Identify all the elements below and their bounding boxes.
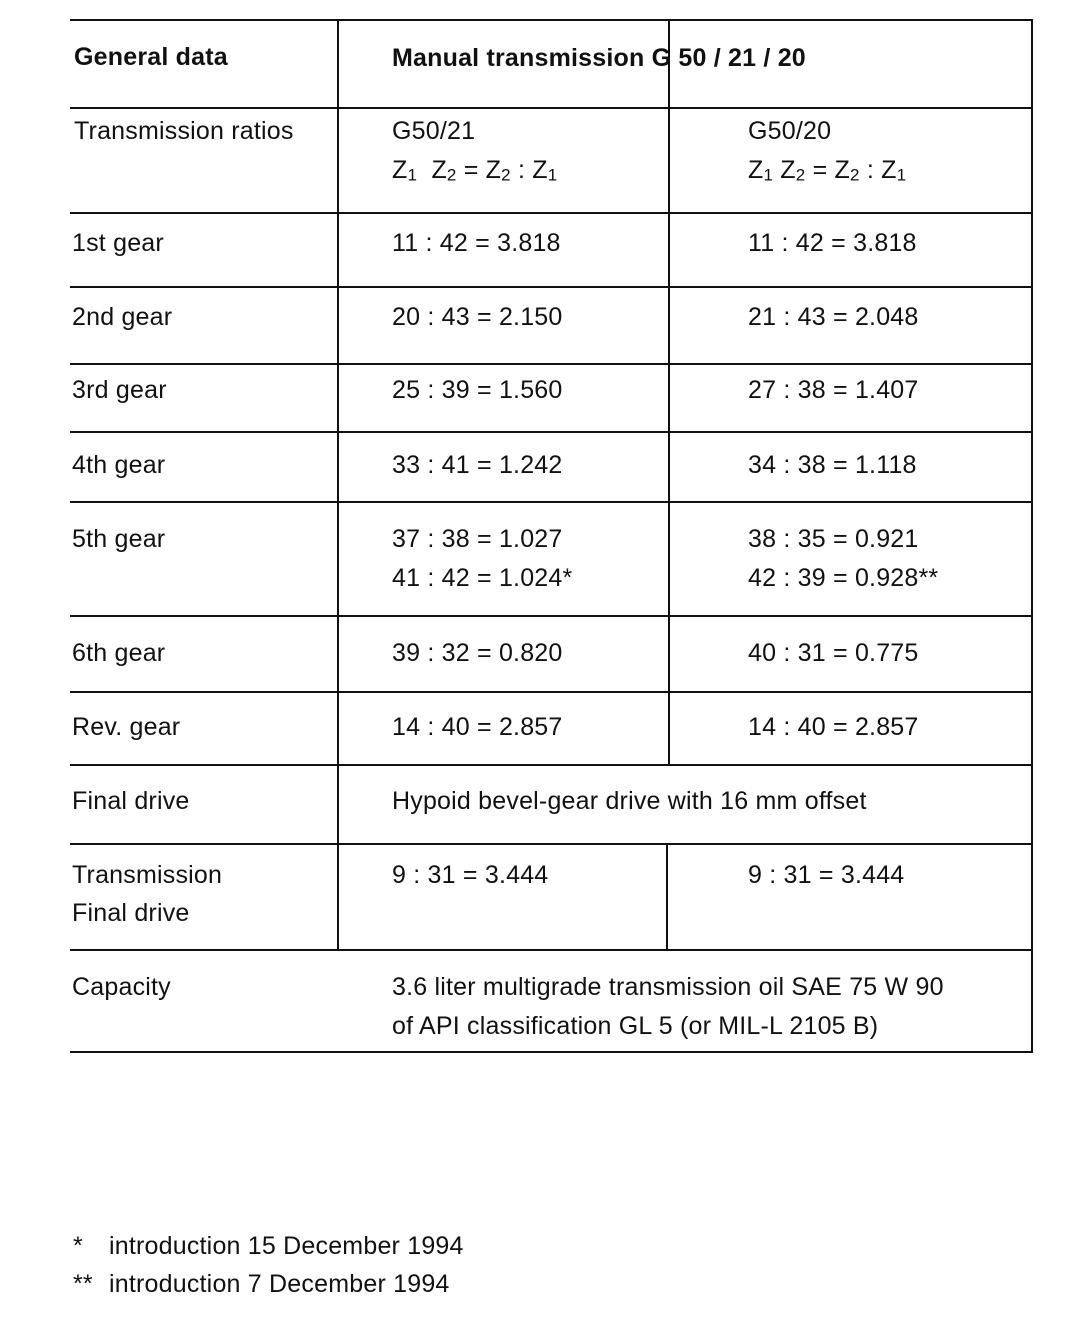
row-label-capacity: Capacity: [72, 973, 171, 1001]
gear-label: 6th gear: [72, 639, 166, 667]
row-label-transmission: Transmission: [72, 861, 223, 889]
rule-bottom: [70, 1051, 1033, 1053]
gear-value-g50-21: 33 : 41 = 1.242: [392, 451, 563, 479]
gear-label: 3rd gear: [72, 376, 167, 404]
rule-col1: [337, 19, 339, 951]
rule-col2-upper: [668, 19, 670, 766]
gear-label: 4th gear: [72, 451, 166, 479]
footnote-1-text: introduction 15 December 1994: [109, 1232, 464, 1260]
model-b-formula: $Z_1$ $Z_2 = Z_2$ : $Z_1$: [748, 156, 907, 185]
header-transmission-title: Manual transmission G 50 / 21 / 20: [392, 44, 806, 72]
gear-value-g50-20-alt: 42 : 39 = 0.928**: [748, 564, 939, 592]
gear-value-g50-21: 14 : 40 = 2.857: [392, 713, 563, 741]
gear-value-g50-20: 14 : 40 = 2.857: [748, 713, 919, 741]
row-label-transmission-ratios: Transmission ratios: [74, 117, 294, 145]
gear-value-g50-21: 11 : 42 = 3.818: [392, 229, 561, 257]
footnote-2-text: introduction 7 December 1994: [109, 1270, 450, 1298]
rule-gear5-bottom: [70, 615, 1033, 617]
final-drive-description: Hypoid bevel-gear drive with 16 mm offset: [392, 787, 867, 815]
gear-label: 1st gear: [72, 229, 164, 257]
rule-trans-final-bottom: [70, 949, 1033, 951]
rule-col2-lower: [666, 843, 668, 951]
rule-gear4-bottom: [70, 501, 1033, 503]
rule-gear1-bottom: [70, 286, 1033, 288]
final-drive-ratio-g50-21: 9 : 31 = 3.444: [392, 861, 549, 889]
gear-label: 5th gear: [72, 525, 166, 553]
rule-gear2-bottom: [70, 363, 1033, 365]
rule-final-drive-bottom: [70, 843, 1033, 845]
model-a-formula: $Z_1$ $Z_2 = Z_2$ : $Z_1$: [392, 156, 558, 185]
row-label-final-drive: Final drive: [72, 787, 190, 815]
gear-label: 2nd gear: [72, 303, 173, 331]
footnote-2: [73, 1269, 450, 1299]
rule-right: [1031, 19, 1033, 1053]
gear-value-g50-21: 25 : 39 = 1.560: [392, 376, 563, 404]
gear-value-g50-20: 40 : 31 = 0.775: [748, 639, 919, 667]
rule-ratios-bottom: [70, 212, 1033, 214]
capacity-line-1: 3.6 liter multigrade transmission oil SAE 75 W 90: [392, 973, 944, 1001]
gear-value-g50-20: 11 : 42 = 3.818: [748, 229, 917, 257]
footnote-1: [73, 1231, 464, 1261]
model-b-name: G50/20: [748, 117, 832, 145]
gear-value-g50-21: 37 : 38 = 1.027: [392, 525, 563, 553]
gear-value-g50-20: 21 : 43 = 2.048: [748, 303, 919, 331]
gear-label: Rev. gear: [72, 713, 181, 741]
footnote-1-mark: *: [73, 1232, 83, 1260]
capacity-line-2: of API classification GL 5 (or MIL-L 2105 B): [392, 1012, 879, 1040]
gear-value-g50-21: 39 : 32 = 0.820: [392, 639, 563, 667]
model-a-name: G50/21: [392, 117, 476, 145]
rule-gear3-bottom: [70, 431, 1033, 433]
rule-top: [70, 19, 1033, 21]
rule-gear6-bottom: [70, 691, 1033, 693]
header-general-data: General data: [74, 43, 228, 71]
gear-value-g50-20: 27 : 38 = 1.407: [748, 376, 919, 404]
gear-value-g50-21-alt: 41 : 42 = 1.024*: [392, 564, 573, 592]
rule-header-bottom: [70, 107, 1033, 109]
gear-value-g50-21: 20 : 43 = 2.150: [392, 303, 563, 331]
gear-value-g50-20: 34 : 38 = 1.118: [748, 451, 917, 479]
final-drive-ratio-g50-20: 9 : 31 = 3.444: [748, 861, 905, 889]
row-label-final-drive-2: Final drive: [72, 899, 190, 927]
footnote-2-mark: **: [73, 1270, 93, 1298]
rule-rev-bottom: [70, 764, 1033, 766]
gear-value-g50-20: 38 : 35 = 0.921: [748, 525, 919, 553]
